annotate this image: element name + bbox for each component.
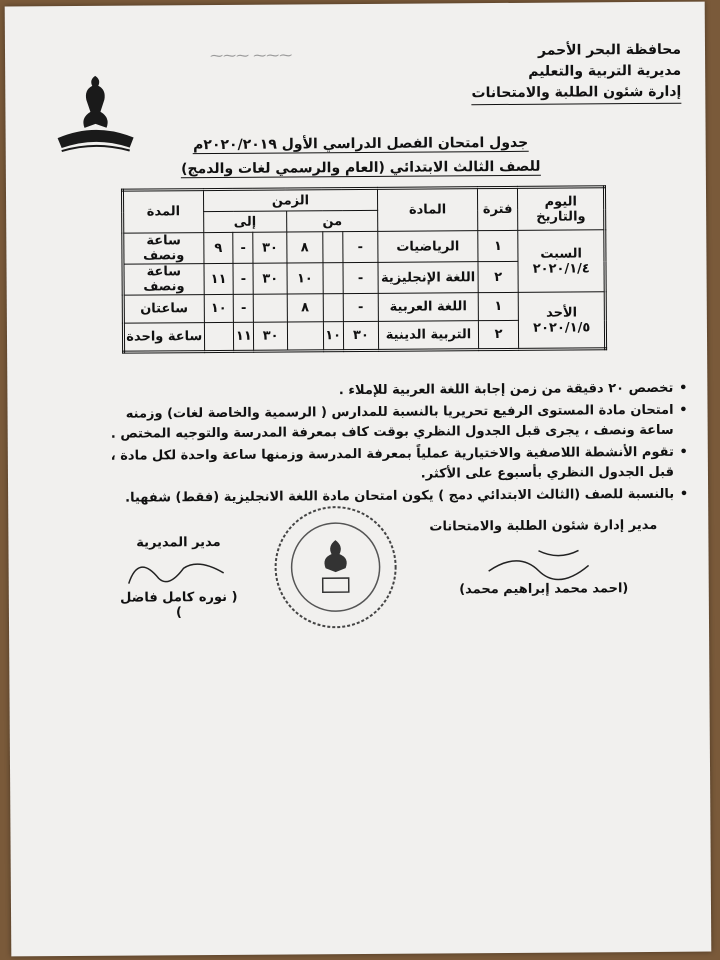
- department-line: إدارة شئون الطلبة والامتحانات: [471, 82, 681, 105]
- day-date: ٢٠٢٠/١/٤: [532, 260, 590, 277]
- dash-cell: [204, 322, 234, 351]
- from-hour-cell: ٨: [287, 294, 323, 322]
- day-name: الأحد: [546, 304, 578, 321]
- from-hour-cell: ١٠: [323, 322, 343, 351]
- duration-cell: ساعة ونصف: [123, 264, 204, 296]
- duration-cell: ساعة ونصف: [123, 233, 204, 265]
- day-date-cell: [518, 230, 605, 293]
- to-hour-cell: ١١: [204, 263, 234, 294]
- note-item: • تقوم الأنشطة اللاصفية والاختيارية عملياً بمعرفة المدرسة وزمنها ساعة واحدة لكل مادة ، قبل الجدول النظري بأسبوع على الأكثر.: [98, 443, 674, 487]
- from-hour-cell: ٨: [287, 232, 323, 263]
- note-item: • امتحان مادة المستوى الرفيع تحريريا بالنسبة للمدارس ( الرسمية والخاصة لغات) وزمنه ساعة ونصف ، يجرى قبل الجدول النظري بوقت كاف بمعرفة المدرسة والتوجيه المختص .: [97, 401, 673, 445]
- to-minute-cell: [253, 294, 287, 322]
- to-hour-cell: ١١: [234, 322, 254, 351]
- directorate-director-name: ( نوره كامل فاضل ): [120, 589, 238, 621]
- dash-cell: -: [233, 263, 253, 294]
- department-director-name: (احمد محمد إبراهيم محمد): [459, 581, 629, 598]
- signature-scribble-icon: [119, 553, 239, 596]
- from-minute-cell: [323, 294, 343, 322]
- signature-scribble-icon: [478, 540, 618, 591]
- header-subject: المادة: [378, 188, 478, 232]
- subject-cell: اللغة العربية: [378, 293, 478, 322]
- directorate-director-title: مدير المديرية: [136, 534, 221, 551]
- dash-cell: -: [233, 232, 253, 263]
- title-line1: جدول امتحان الفصل الدراسي الأول ٢٠٢٠/٢٠١٩م: [193, 134, 529, 154]
- dash-cell: [287, 322, 323, 351]
- title-line2: للصف الثالث الابتدائي (العام والرسمي لغات والدمج): [181, 158, 541, 178]
- period-cell: ١: [477, 230, 518, 261]
- to-hour-cell: ٩: [203, 232, 233, 263]
- header-duration: المدة: [122, 190, 203, 234]
- document-page: [5, 2, 712, 957]
- notes-section: [97, 379, 688, 511]
- department-director-title: مدير إدارة شئون الطلبة والامتحانات: [429, 517, 658, 535]
- dash-cell: -: [343, 293, 379, 321]
- department-director-block: [418, 518, 669, 598]
- header-period: فترة: [477, 187, 518, 230]
- exam-schedule-table: [121, 185, 607, 353]
- table-row: [123, 292, 605, 323]
- to-minute-cell: ٣٠: [253, 232, 287, 263]
- dash-cell: -: [342, 231, 378, 262]
- from-minute-cell: ٣٠: [343, 321, 379, 350]
- day-date: ٢٠٢٠/١/٥: [533, 319, 591, 336]
- from-minute-cell: [322, 232, 342, 263]
- dash-cell: -: [343, 262, 379, 293]
- day-date-cell: [519, 292, 606, 350]
- header-from: من: [287, 210, 378, 232]
- duration-cell: ساعة واحدة: [123, 323, 204, 353]
- governorate-line: محافظة البحر الأحمر: [537, 41, 682, 59]
- to-hour-cell: ١٠: [204, 294, 234, 322]
- dash-cell: -: [234, 294, 254, 322]
- subject-cell: الرياضيات: [378, 231, 478, 263]
- to-minute-cell: ٣٠: [254, 322, 288, 351]
- table-header-row: [122, 187, 604, 212]
- pencil-annotation: ⁓⁓⁓ ⁓⁓⁓: [209, 48, 293, 65]
- directorate-director-block: [118, 535, 239, 621]
- header-to: إلى: [203, 211, 287, 233]
- from-minute-cell: [323, 263, 343, 294]
- note-item: • تخصص ٢٠ دقيقة من زمن إجابة اللغة العربية للإملاء .: [97, 379, 673, 403]
- subject-cell: التربية الدينية: [379, 321, 479, 351]
- period-cell: ١: [478, 292, 519, 320]
- from-hour-cell: ١٠: [287, 263, 323, 294]
- day-name: السبت: [540, 245, 583, 262]
- note-item: • بالنسبة للصف (الثالث الابتدائي دمج ) يكون امتحان مادة اللغة الانجليزية (فقط) شفهيا.: [98, 485, 674, 509]
- eagle-emblem-icon: [45, 67, 146, 163]
- header-time: الزمن: [203, 188, 378, 211]
- subject-cell: اللغة الإنجليزية: [378, 262, 478, 294]
- period-cell: ٢: [478, 320, 519, 349]
- official-seal-icon: [270, 502, 401, 633]
- period-cell: ٢: [478, 261, 519, 292]
- header-day-date: اليوم والتاريخ: [518, 187, 605, 231]
- directorate-line: مديرية التربية والتعليم: [528, 62, 682, 80]
- duration-cell: ساعتان: [123, 295, 204, 324]
- to-minute-cell: ٣٠: [253, 263, 287, 294]
- document-header: [421, 40, 681, 106]
- schedule-title: [166, 131, 556, 182]
- table-row: [123, 230, 605, 264]
